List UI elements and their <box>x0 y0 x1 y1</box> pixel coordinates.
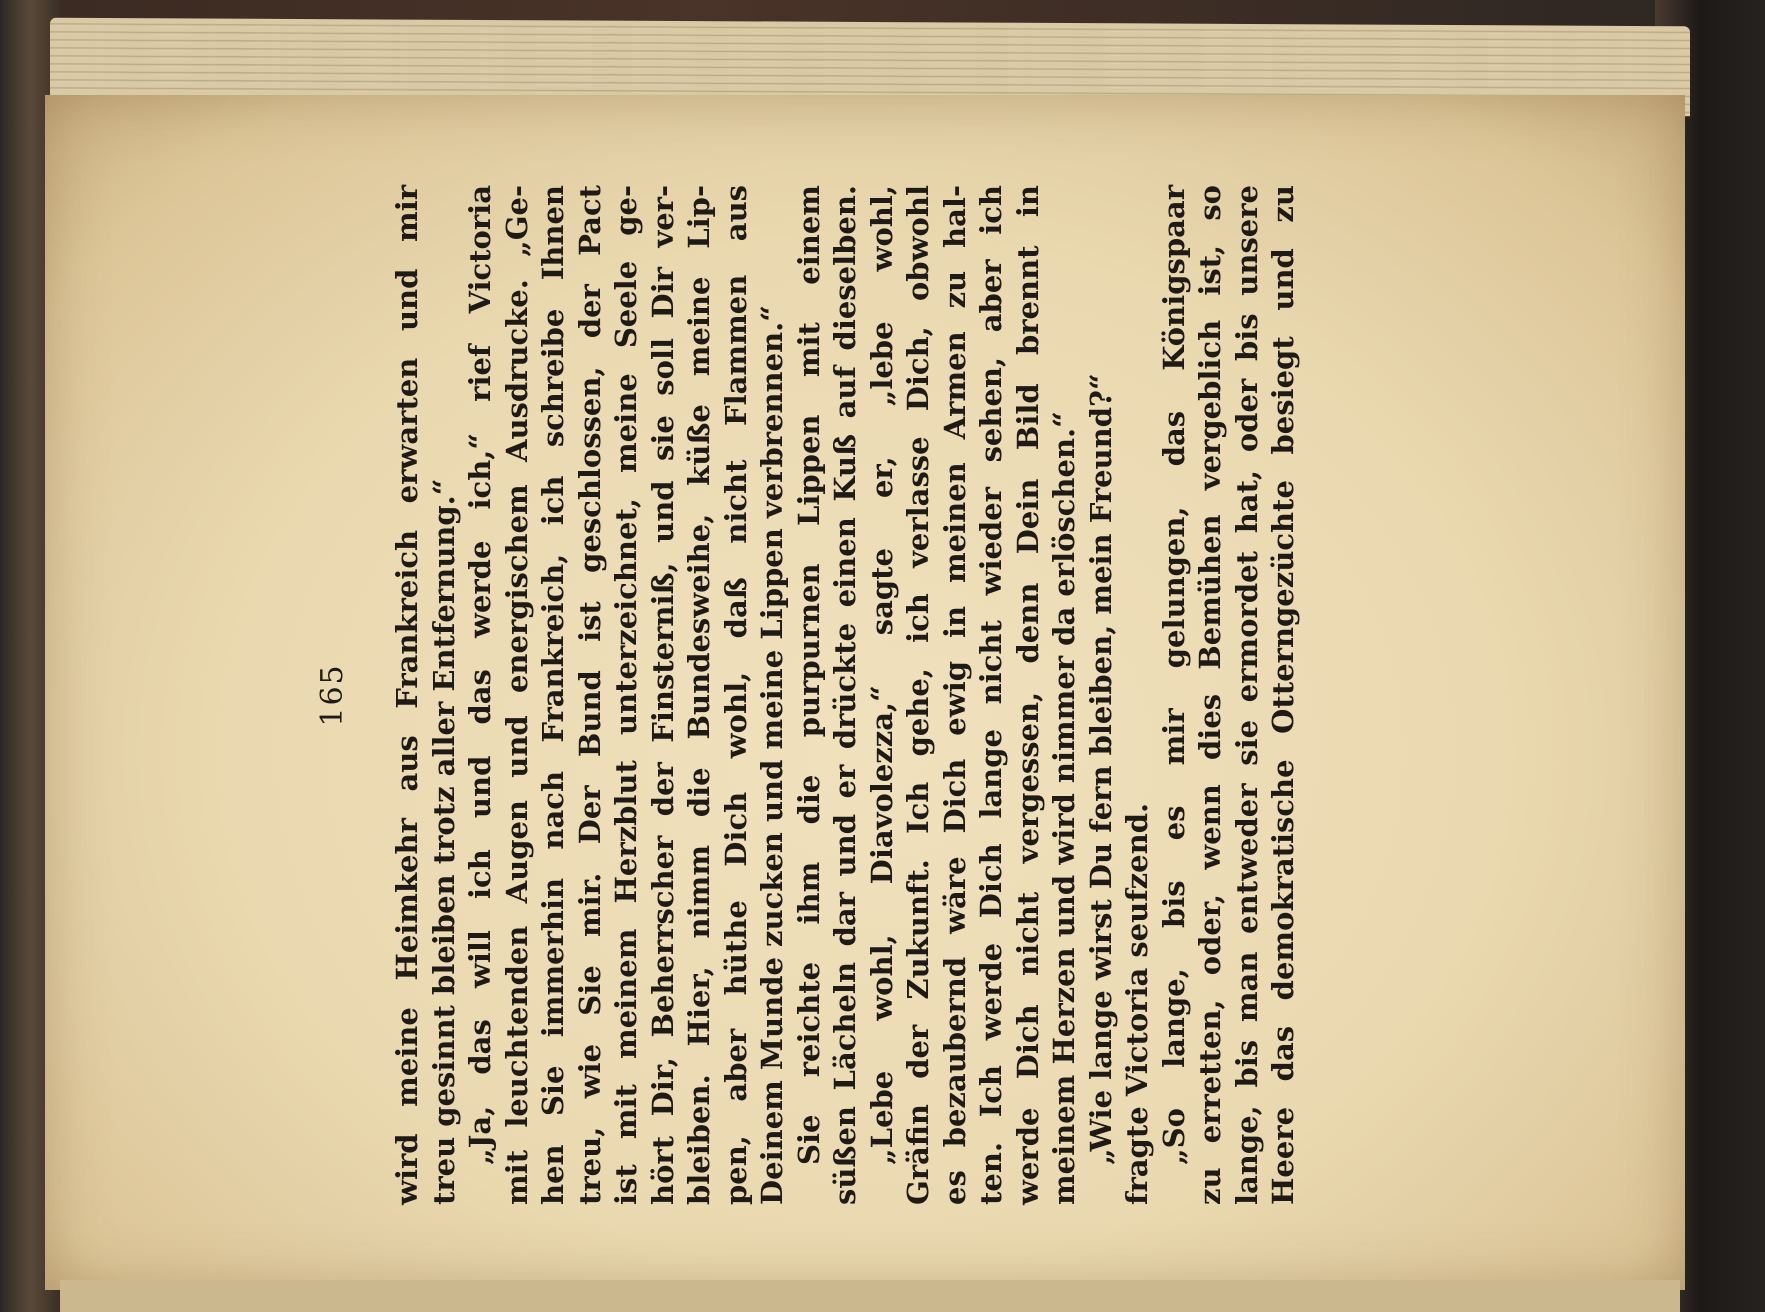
text-line: bleiben. Hier, nimm die Bundesweihe, küße meine Lip- <box>682 185 716 1205</box>
text-line: hört Dir, Beherrscher der Finsterniß, und sie soll Dir ver- <box>645 185 680 1205</box>
text-line: werde Dich nicht vergessen, denn Dein Bild brennt in <box>1010 185 1045 1205</box>
text-line: Gräfin der Zukunft. Ich gehe, ich verlasse Dich, obwohl <box>901 185 935 1205</box>
text-line: „Wie lange wirst Du fern bleiben, mein Freund?“ <box>1083 373 1118 1165</box>
text-line: „Lebe wohl, Diavolezza,“ sagte er, „lebe wohl, <box>864 185 899 1165</box>
text-line: fragte Victoria seufzend. <box>1120 802 1154 1205</box>
text-line: es bezaubernd wäre Dich ewig in meinen Armen zu hal- <box>937 185 972 1205</box>
text-line: wird meine Heimkehr aus Frankreich erwarten und mir <box>390 185 424 1205</box>
page-number: 165 <box>315 663 350 727</box>
text-line: ist mit meinem Herzblut unterzeichnet, meine Seele ge- <box>609 185 643 1205</box>
text-line: ten. Ich werde Dich lange nicht wieder sehen, aber ich <box>974 185 1008 1205</box>
text-line: süßen Lächeln dar und er drückte einen Kuß auf dieselben. <box>828 185 862 1205</box>
text-line: Deinem Munde zucken und meine Lippen verbrennen.“ <box>755 305 789 1205</box>
rotated-text-block <box>315 165 1315 1225</box>
text-line: „So lange, bis es mir gelungen, das Königspaar <box>1156 185 1191 1165</box>
text-line: lange, bis man entweder sie ermordet hat, oder bis unsere <box>1229 185 1264 1205</box>
text-line: treu, wie Sie mir. Der Bund ist geschlossen, der Pact <box>572 185 607 1205</box>
text-line: Sie reichte ihm die purpurnen Lippen mit einem <box>791 185 826 1165</box>
text-line: zu erretten, oder, wenn dies Bemühen vergeblich ist, so <box>1193 185 1227 1205</box>
text-line: treu gesinnt bleiben trotz aller Entfernung.“ <box>426 478 461 1205</box>
text-line: meinem Herzen und wird nimmer da erlöschen.“ <box>1047 411 1081 1205</box>
body-text <box>389 185 1302 1205</box>
text-line: hen Sie immerhin nach Frankreich, ich schreibe Ihnen <box>536 185 570 1205</box>
page-bottom-edge <box>60 1280 1680 1312</box>
text-line: pen, aber hüthe Dich wohl, daß nicht Flammen aus <box>718 185 753 1205</box>
text-line: mit leuchtenden Augen und energischem Ausdrucke. „Ge- <box>499 185 534 1205</box>
text-line: „Ja, das will ich und das werde ich,“ rief Victoria <box>463 185 497 1165</box>
text-line: Heere das demokratische Otterngezüchte besiegt und zu <box>1266 185 1300 1205</box>
